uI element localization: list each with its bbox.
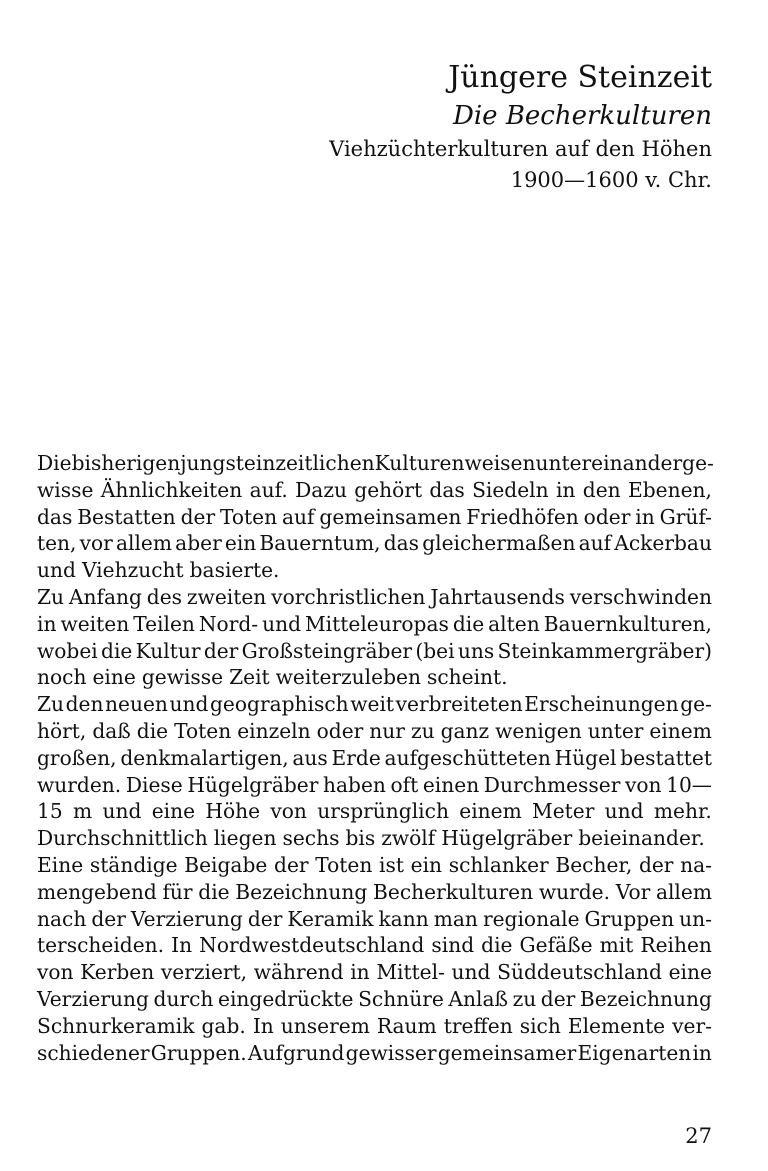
word: auf bbox=[282, 504, 315, 529]
word: allem bbox=[655, 879, 712, 904]
text-line bbox=[37, 879, 712, 906]
word: Teilen bbox=[133, 611, 195, 636]
word: zweiten bbox=[186, 584, 267, 609]
word: Süddeutschland bbox=[497, 960, 662, 985]
word: Dazu bbox=[295, 477, 347, 502]
word: verbreiteten bbox=[395, 692, 523, 717]
word: das bbox=[383, 531, 420, 556]
word: Erscheinungen bbox=[524, 692, 679, 717]
word: Eine bbox=[37, 852, 84, 877]
word: Hügel bbox=[554, 745, 617, 770]
word: ständige bbox=[89, 852, 178, 877]
word: Schnurkeramik bbox=[37, 1013, 195, 1038]
word: schlanker bbox=[448, 852, 549, 877]
text-line bbox=[37, 852, 712, 879]
word: scheint. bbox=[426, 665, 508, 690]
word: Grüf- bbox=[659, 504, 712, 529]
word: gewisse bbox=[141, 665, 224, 690]
page-number: 27 bbox=[685, 1124, 712, 1148]
word: einem bbox=[459, 799, 522, 824]
word: die bbox=[198, 879, 230, 904]
word: Erde bbox=[331, 745, 381, 770]
word: noch bbox=[37, 665, 87, 690]
word: der bbox=[638, 852, 674, 877]
word: verziert, bbox=[160, 960, 248, 985]
word: Ebenen, bbox=[627, 477, 712, 502]
word: wenigen bbox=[495, 718, 582, 743]
word: in bbox=[692, 1040, 712, 1065]
word: gewisser bbox=[345, 1040, 437, 1065]
word: gemeinsamer bbox=[437, 1040, 577, 1065]
word: 15 bbox=[37, 799, 63, 824]
word: Zeit bbox=[229, 665, 270, 690]
word: gleichermaßen bbox=[422, 531, 576, 556]
word: die bbox=[136, 718, 169, 743]
word: in bbox=[555, 477, 576, 502]
word: weit bbox=[350, 692, 395, 717]
word: wurde. bbox=[538, 879, 611, 904]
word: ten, bbox=[37, 531, 77, 556]
word: sind bbox=[431, 933, 475, 958]
word: Anlaß bbox=[448, 986, 508, 1011]
word: Hügelgräber bbox=[441, 826, 573, 851]
word: eine bbox=[668, 960, 712, 985]
word: zwölf bbox=[381, 826, 436, 851]
word: die bbox=[481, 933, 513, 958]
text-line bbox=[37, 638, 712, 665]
word: Diese bbox=[125, 772, 183, 797]
word: und bbox=[262, 611, 302, 636]
word: Ähnlichkeiten bbox=[100, 477, 243, 502]
word: einen bbox=[422, 772, 480, 797]
text-line bbox=[37, 504, 712, 531]
word: oder bbox=[316, 718, 364, 743]
word: in bbox=[350, 960, 370, 985]
word: in bbox=[635, 504, 655, 529]
word: Ackerbau bbox=[614, 531, 712, 556]
word: jungsteinzeitlichen bbox=[180, 451, 375, 475]
text-line bbox=[37, 825, 712, 852]
word: auf. bbox=[249, 477, 288, 502]
word: Anfang bbox=[68, 584, 142, 609]
word: na- bbox=[680, 852, 712, 877]
word: das bbox=[429, 477, 465, 502]
word: regionale bbox=[482, 906, 580, 931]
word: der bbox=[203, 638, 239, 663]
word: un- bbox=[679, 906, 712, 931]
word: Zu bbox=[37, 584, 65, 609]
word: Reihen bbox=[640, 933, 712, 958]
word: aus bbox=[292, 745, 328, 770]
word: Gruppen. bbox=[150, 1040, 247, 1065]
word: der bbox=[540, 986, 576, 1011]
word: Meter bbox=[532, 799, 595, 824]
word: Nordwestdeutschland bbox=[199, 933, 425, 958]
word: durch bbox=[153, 986, 214, 1011]
word: und bbox=[604, 799, 644, 824]
word: Kerben bbox=[80, 960, 155, 985]
word: sechs bbox=[282, 826, 340, 851]
word: den bbox=[582, 477, 621, 502]
word: Raum bbox=[376, 1013, 437, 1038]
text-line bbox=[37, 664, 712, 691]
word: Hügelgräber bbox=[187, 772, 319, 797]
word: in bbox=[37, 611, 57, 636]
word: und bbox=[451, 960, 491, 985]
word: weiten bbox=[60, 611, 130, 636]
word: uns bbox=[457, 638, 495, 663]
word: das bbox=[37, 504, 73, 529]
word: Durchmesser bbox=[483, 772, 621, 797]
word: kann bbox=[378, 906, 429, 931]
word: der bbox=[247, 906, 283, 931]
word: oft bbox=[390, 772, 419, 797]
word: Mittel- bbox=[376, 960, 445, 985]
word: geographisch bbox=[210, 692, 349, 717]
word: haben bbox=[322, 772, 386, 797]
body-text bbox=[37, 450, 712, 1066]
word: bisherigen bbox=[71, 451, 181, 475]
word: Eigenarten bbox=[577, 1040, 692, 1065]
word: der bbox=[91, 906, 126, 931]
word: hört, bbox=[37, 718, 87, 743]
word: treffen bbox=[443, 1013, 513, 1038]
word: Verzierung bbox=[37, 986, 149, 1011]
text-line bbox=[37, 584, 712, 611]
word: Elemente bbox=[567, 1013, 666, 1038]
word: von bbox=[624, 772, 662, 797]
word: 10— bbox=[666, 772, 712, 797]
word: ursprünglich bbox=[317, 799, 449, 824]
word: Mitteleuropas bbox=[305, 611, 449, 636]
chapter-header bbox=[152, 58, 712, 196]
word: Jahrtausends bbox=[430, 584, 565, 609]
text-line bbox=[37, 477, 712, 504]
word: unserem bbox=[280, 1013, 370, 1038]
text-line bbox=[37, 986, 712, 1013]
word: Bezeichnung bbox=[235, 879, 368, 904]
word: sich bbox=[519, 1013, 561, 1038]
text-line bbox=[37, 691, 712, 718]
word: Die bbox=[37, 451, 72, 475]
word: weiterzuleben bbox=[275, 665, 421, 690]
word: ist bbox=[379, 852, 404, 877]
word: Zu bbox=[37, 692, 65, 717]
word: Kultur bbox=[135, 638, 201, 663]
word: Becher, bbox=[555, 852, 633, 877]
word: beieinander. bbox=[578, 826, 705, 851]
word: Siedeln bbox=[472, 477, 549, 502]
word: gehört bbox=[354, 477, 423, 502]
word: vor bbox=[79, 531, 113, 556]
word: nur bbox=[369, 718, 405, 743]
word: die bbox=[101, 638, 133, 663]
text-line bbox=[37, 557, 712, 584]
word: Aufgrund bbox=[247, 1040, 345, 1065]
word: Großsteingräber bbox=[241, 638, 413, 663]
word: man bbox=[433, 906, 478, 931]
word: mit bbox=[599, 933, 634, 958]
text-line bbox=[37, 1040, 712, 1067]
word: In bbox=[252, 1013, 274, 1038]
word: verschwinden bbox=[569, 584, 712, 609]
word: Bauernkulturen, bbox=[543, 611, 712, 636]
word: daß bbox=[92, 718, 131, 743]
word: Vor bbox=[615, 879, 651, 904]
word: während bbox=[253, 960, 344, 985]
word: zu bbox=[512, 986, 537, 1011]
text-line bbox=[37, 450, 712, 477]
word: eine bbox=[151, 799, 196, 824]
word: ver- bbox=[672, 1013, 712, 1038]
word: des bbox=[146, 584, 183, 609]
word: und bbox=[169, 692, 209, 717]
word: auf bbox=[578, 531, 612, 556]
word: oder bbox=[583, 504, 631, 529]
word: gemeinsamen bbox=[319, 504, 462, 529]
text-line bbox=[37, 798, 712, 825]
text-line bbox=[37, 959, 712, 986]
word: Bezeichnung bbox=[579, 986, 712, 1011]
word: Bauerntum, bbox=[259, 531, 381, 556]
word: schiedener bbox=[37, 1040, 150, 1065]
word: und bbox=[102, 799, 142, 824]
word: ein bbox=[224, 531, 257, 556]
word: Nord- bbox=[198, 611, 259, 636]
text-line bbox=[37, 718, 712, 745]
chapter-title: Jüngere Steinzeit bbox=[448, 60, 712, 95]
word: eingedrückte bbox=[218, 986, 354, 1011]
word: von bbox=[37, 960, 74, 985]
word: mengebend bbox=[37, 879, 157, 904]
chapter-subtitle: Die Becherkulturen bbox=[453, 101, 712, 131]
word: Gefäße bbox=[519, 933, 593, 958]
word: bis bbox=[345, 826, 376, 851]
chapter-description: Viehzüchterkulturen auf den Höhen bbox=[329, 137, 712, 161]
word: den bbox=[65, 692, 104, 717]
word: ganz bbox=[440, 718, 490, 743]
word: ein bbox=[410, 852, 443, 877]
word: vorchristlichen bbox=[271, 584, 426, 609]
word: denkmalartigen, bbox=[120, 745, 289, 770]
word: für bbox=[162, 879, 193, 904]
word: einzeln bbox=[237, 718, 311, 743]
word: gab. bbox=[201, 1013, 246, 1038]
word: Keramik bbox=[287, 906, 374, 931]
word: eine bbox=[92, 665, 136, 690]
word: terscheiden. bbox=[37, 933, 165, 958]
word: und bbox=[37, 558, 76, 583]
word: bestattet bbox=[620, 745, 712, 770]
word: der bbox=[274, 852, 309, 877]
word: nach bbox=[37, 906, 87, 931]
word: (bei bbox=[415, 638, 455, 663]
word: allem bbox=[115, 531, 173, 556]
word: unter bbox=[587, 718, 644, 743]
word: neuen bbox=[105, 692, 168, 717]
word: Kulturen bbox=[374, 451, 465, 475]
word: untereinander bbox=[535, 451, 683, 475]
chapter-date-range: 1900—1600 v. Chr. bbox=[510, 168, 712, 192]
word: wisse bbox=[37, 477, 94, 502]
word: aber bbox=[175, 531, 222, 556]
word: Toten bbox=[174, 718, 232, 743]
text-line bbox=[37, 932, 712, 959]
word: alten bbox=[488, 611, 540, 636]
word: der bbox=[180, 504, 216, 529]
text-line bbox=[37, 611, 712, 638]
text-line bbox=[37, 772, 712, 799]
word: Bestatten bbox=[77, 504, 176, 529]
word: liegen bbox=[213, 826, 277, 851]
word: die bbox=[452, 611, 485, 636]
word: weisen bbox=[464, 451, 536, 475]
word: mehr. bbox=[653, 799, 712, 824]
word: Toten bbox=[220, 504, 278, 529]
word: aufgeschütteten bbox=[384, 745, 551, 770]
word: Beigabe bbox=[184, 852, 268, 877]
word: Höhe bbox=[205, 799, 261, 824]
word: Toten bbox=[315, 852, 373, 877]
text-line bbox=[37, 530, 712, 557]
word: Verzierung bbox=[130, 906, 243, 931]
text-line bbox=[37, 1013, 712, 1040]
word: Gruppen bbox=[584, 906, 675, 931]
word: wurden. bbox=[37, 772, 122, 797]
word: m bbox=[73, 799, 93, 824]
word: Schnüre bbox=[358, 986, 444, 1011]
word: großen, bbox=[37, 745, 117, 770]
word: Becherkulturen bbox=[373, 879, 534, 904]
text-line bbox=[37, 906, 712, 933]
word: ge- bbox=[682, 451, 714, 475]
word: zu bbox=[410, 718, 435, 743]
word: Friedhöfen bbox=[466, 504, 579, 529]
word: Viehzucht bbox=[81, 558, 184, 583]
word: Steinkammergräber) bbox=[497, 638, 712, 663]
word: basierte. bbox=[189, 558, 280, 583]
word: ge- bbox=[680, 692, 712, 717]
word: Durchschnittlich bbox=[37, 826, 208, 851]
text-line bbox=[37, 745, 712, 772]
word: von bbox=[270, 799, 307, 824]
word: wobei bbox=[37, 638, 98, 663]
word: einem bbox=[649, 718, 712, 743]
word: In bbox=[171, 933, 193, 958]
